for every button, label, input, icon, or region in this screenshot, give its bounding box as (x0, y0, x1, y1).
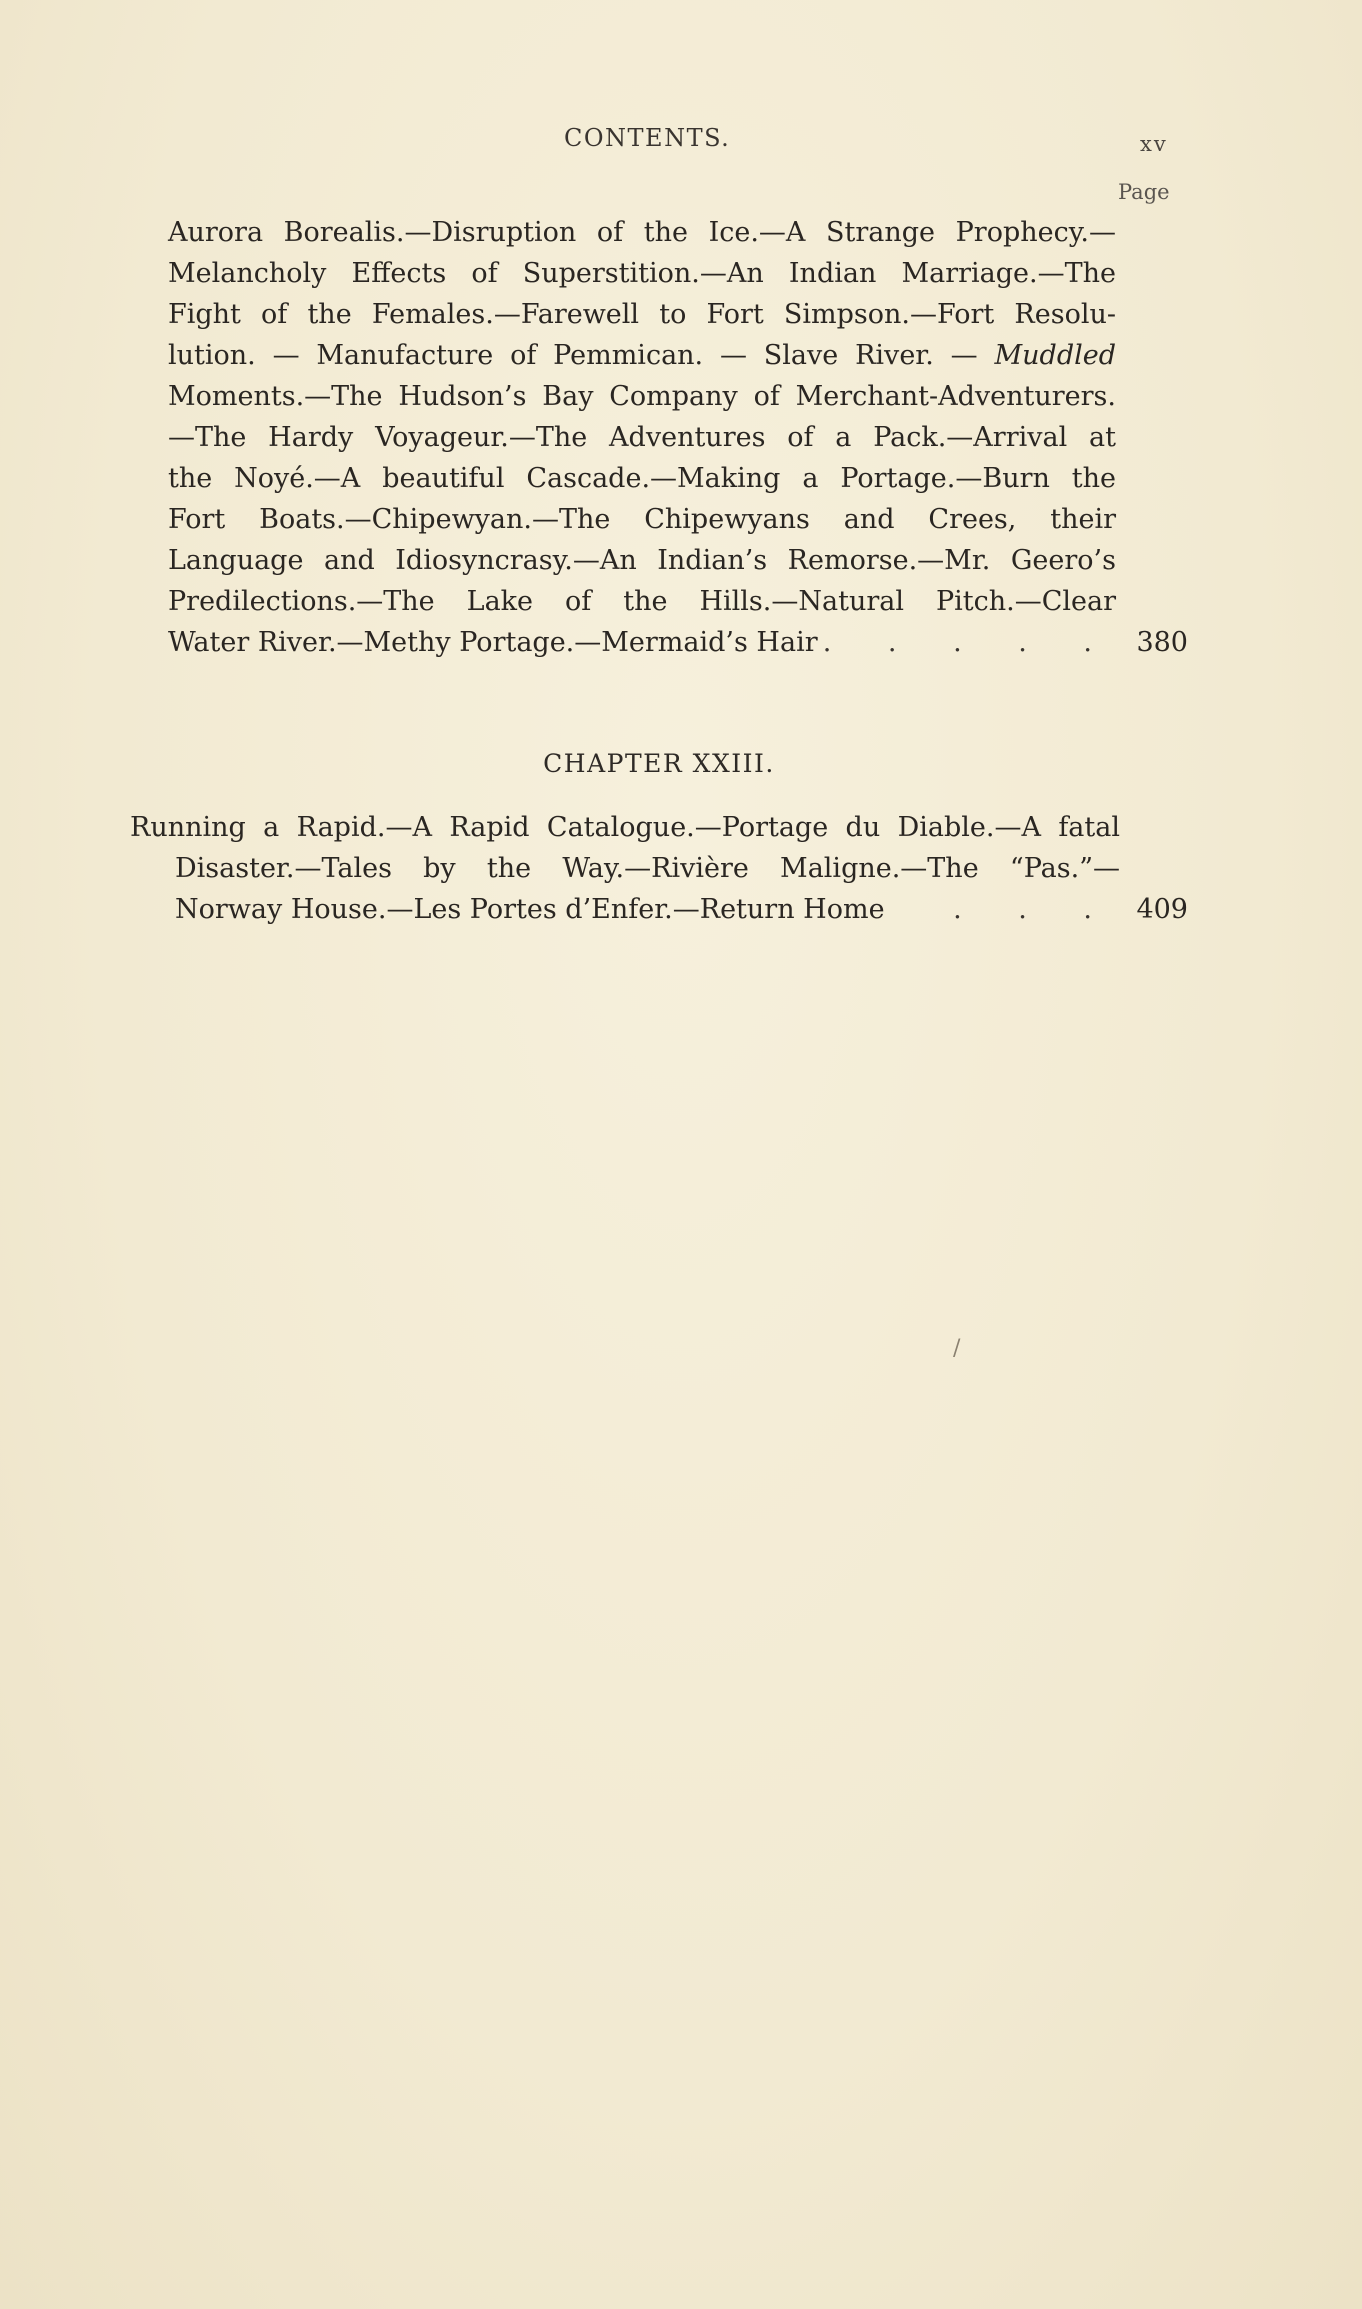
italic-word: Muddled (994, 340, 1116, 371)
running-head-title: CONTENTS. (564, 124, 731, 152)
contents-entry-chapter-xxii (168, 212, 1188, 663)
entry-page-number: 380 (1136, 627, 1188, 658)
entry-last-line (130, 889, 1188, 930)
entry-line: Fort Boats.—Chipewyan.—The Chipewyans and Crees, their (168, 504, 1116, 535)
entry-line: Aurora Borealis.—Disruption of the Ice.—A Strange Prophecy.— (168, 217, 1116, 248)
entry-line: the Noyé.—A beautiful Cascade.—Making a Portage.—Burn the (168, 463, 1116, 494)
leader-dots: . . . . . (822, 627, 1116, 658)
chapter-title: CHAPTER XXIII. (543, 749, 775, 778)
leader-dots: . . . (953, 894, 1116, 925)
entry-line: —The Hardy Voyageur.—The Adventures of a Pack.—Arrival at (168, 422, 1116, 453)
entry-line: Moments.—The Hudson’s Bay Company of Merchant-Adventurers. (168, 381, 1116, 412)
entry-line-text: lution. — Manufacture of Pemmican. — Slave River. — (168, 340, 978, 371)
page-column-label: Page (1118, 180, 1170, 204)
entry-line-text: Water River.—Methy Portage.—Mermaid’s Hair (168, 627, 818, 658)
entry-line: Running a Rapid.—A Rapid Catalogue.—Portage du Diable.—A fatal (130, 812, 1120, 843)
chapter-heading (0, 749, 1362, 778)
entry-line-with-italic (168, 335, 1116, 376)
running-head (0, 124, 1362, 164)
entry-last-line (168, 622, 1188, 663)
entry-line: Disaster.—Tales by the Way.—Rivière Maligne.—The “Pas.”— (175, 853, 1120, 884)
entry-line: Predilections.—The Lake of the Hills.—Natural Pitch.—Clear (168, 586, 1116, 617)
entry-line: Fight of the Females.—Farewell to Fort Simpson.—Fort Resolu- (168, 299, 1116, 330)
paper-fleck: / (953, 1336, 961, 1361)
running-head-page-number: xv (1140, 132, 1168, 156)
contents-entry-chapter-xxiii (130, 807, 1188, 930)
entry-line: Melancholy Effects of Superstition.—An Indian Marriage.—The (168, 258, 1116, 289)
entry-line-text: Norway House.—Les Portes d’Enfer.—Return Home (175, 894, 885, 925)
entry-page-number: 409 (1136, 894, 1188, 925)
entry-line: Language and Idiosyncrasy.—An Indian’s Remorse.—Mr. Geero’s (168, 545, 1116, 576)
